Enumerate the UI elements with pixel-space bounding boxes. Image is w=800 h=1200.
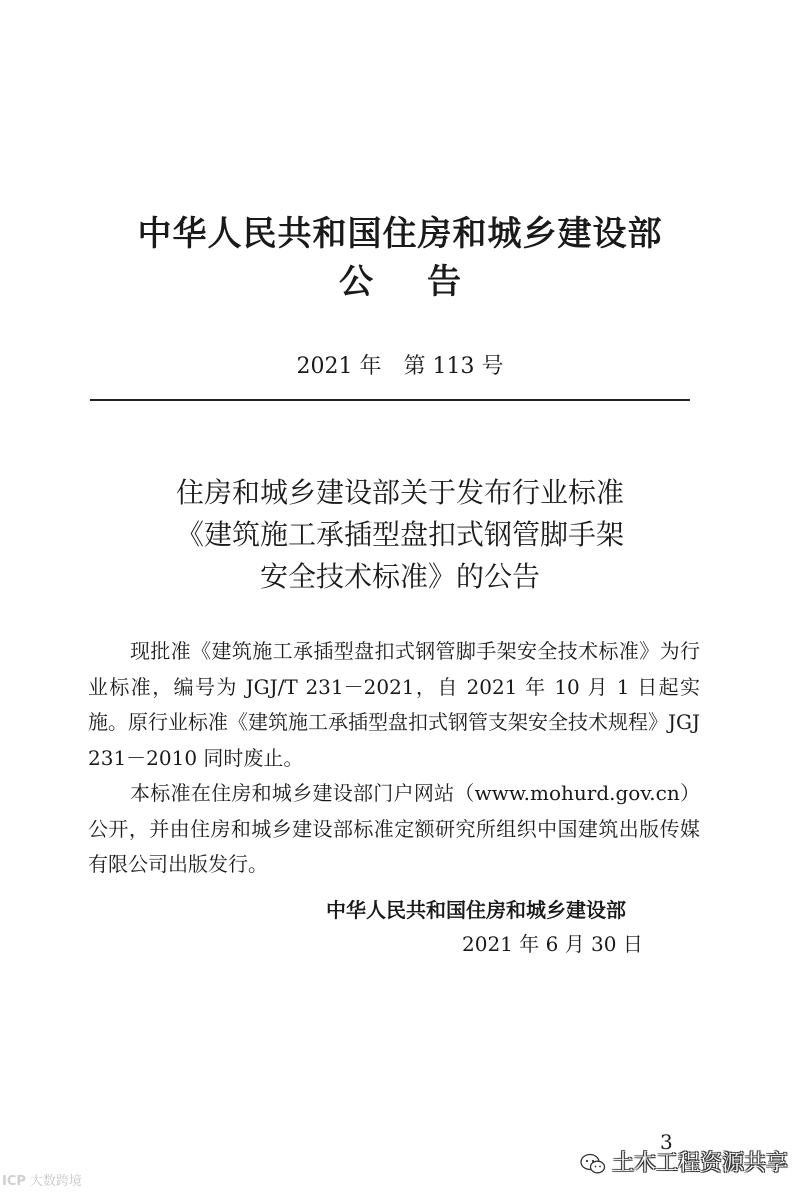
signer: 中华人民共和国住房和城乡建设部 bbox=[326, 898, 626, 922]
watermark-left-text: 大数跨境 bbox=[29, 1174, 82, 1189]
subject-heading bbox=[0, 472, 800, 598]
header-divider bbox=[90, 399, 690, 401]
body-paragraph-1: 现批准《建筑施工承插型盘扣式钢管脚手架安全技术标准》为行业标准，编号为 JGJ/T 231－2021，自 2021 年 10 月 1 日起实施。原行业标准《建筑施工承插型盘扣式钢管支架安全技术规程》JGJ 231－2010 同时废止。 bbox=[88, 639, 701, 770]
watermark-right bbox=[580, 1150, 788, 1178]
subject-line-2: 《建筑施工承插型盘扣式钢管脚手架 bbox=[175, 518, 624, 551]
subject-line-1: 住房和城乡建设部关于发布行业标准 bbox=[175, 476, 624, 509]
notice-body bbox=[88, 634, 700, 883]
body-paragraph-2: 本标准在住房和城乡建设部门户网站（www.mohurd.gov.cn）公开，并由住房和城乡建设部标准定额研究所组织中国建筑出版传媒有限公司出版发行。 bbox=[88, 781, 700, 876]
notice-title: 公告 bbox=[339, 262, 515, 302]
page-number: 3 bbox=[660, 1130, 673, 1154]
watermark-right-text: 土木工程资源共享 bbox=[612, 1151, 789, 1176]
brand-logo-icon: ICP bbox=[2, 1174, 26, 1189]
org-title: 中华人民共和国住房和城乡建设部 bbox=[137, 214, 663, 254]
signature-date: 2021 年 6 月 30 日 bbox=[462, 932, 643, 956]
doc-number: 2021 年 第 113 号 bbox=[296, 354, 504, 379]
subject-line-3: 安全技术标准》的公告 bbox=[259, 560, 540, 593]
wechat-icon bbox=[580, 1153, 606, 1175]
watermark-left bbox=[2, 1172, 82, 1192]
